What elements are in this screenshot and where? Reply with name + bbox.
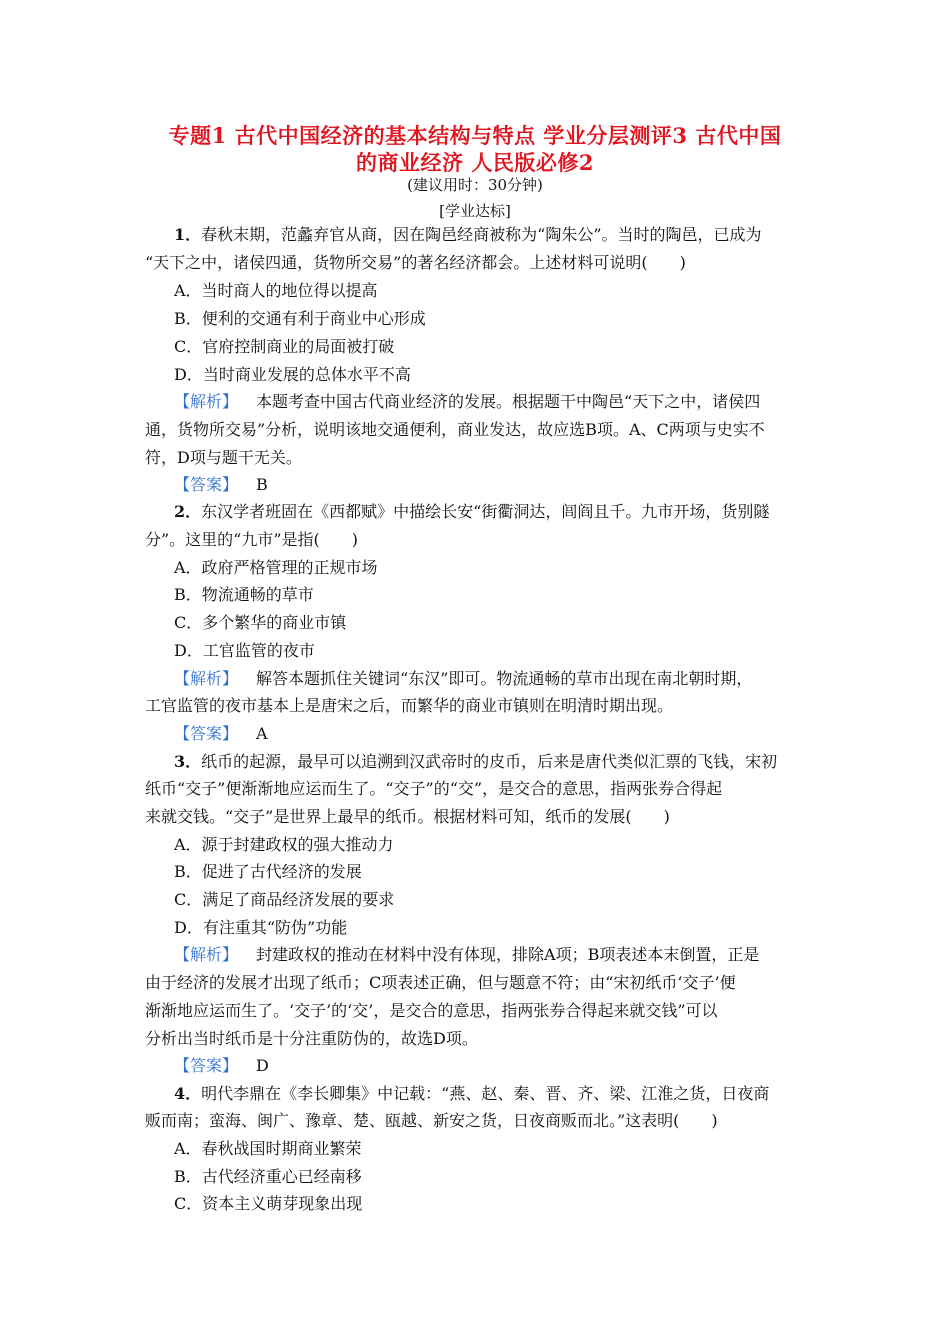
q1-option-b: B．便利的交通有利于商业中心形成	[174, 309, 426, 328]
q2-stem-line-2: 分”。这里的“九市”是指( )	[145, 530, 359, 549]
q1-stem-line-1: 1．春秋末期，范蠡弃官从商，因在陶邑经商被称为“陶朱公”。当时的陶邑，已成为	[174, 225, 762, 244]
section-heading: [学业达标]	[439, 202, 511, 220]
q2-option-c: C．多个繁华的商业市镇	[174, 613, 347, 632]
q3-analysis-line-4: 分析出当时纸币是十分注重防伪的，故选D项。	[145, 1029, 478, 1048]
q4-option-a: A．春秋战国时期商业繁荣	[174, 1139, 362, 1158]
q3-option-a: A．源于封建政权的强大推动力	[174, 835, 394, 854]
q4-stem-line-1: 4．明代李鼎在《李长卿集》中记载：“燕、赵、秦、晋、齐、梁、江淮之货，日夜商	[174, 1084, 770, 1103]
q4-stem-line-2: 贩而南；蛮海、闽广、豫章、楚、瓯越、新安之货，日夜商贩而北。”这表明( )	[145, 1111, 718, 1130]
q3-option-d: D．有注重其“防伪”功能	[174, 918, 348, 937]
q1-number: 1．	[174, 225, 202, 244]
q3-analysis-line-2: 由于经济的发展才出现了纸币；C项表述正确，但与题意不符；由“宋初纸币‘交子’便	[145, 973, 736, 992]
q1-analysis-line-3: 符，D项与题干无关。	[145, 448, 302, 467]
q3-analysis-line-3: 渐渐地应运而生了。‘交子’的‘交’，是交合的意思，指两张券合得起来就交钱”可以	[145, 1001, 718, 1020]
q1-analysis-line-2: 通，货物所交易”分析，说明该地交通便利，商业发达，故应选B项。A、C两项与史实不	[145, 420, 765, 439]
title-line-2: 的商业经济 人民版必修2	[356, 150, 594, 175]
q1-analysis-tag: 【解析】	[174, 392, 239, 411]
q2-stem-line-1: 2．东汉学者班固在《西都赋》中描绘长安“街衢洞达，闾阎且千。九市开场，货别隧	[174, 502, 770, 521]
q2-analysis-tag: 【解析】	[174, 669, 239, 688]
q2-analysis-line-2: 工官监管的夜市基本上是唐宋之后，而繁华的商业市镇则在明清时期出现。	[145, 696, 674, 715]
q2-answer: 【答案】 A	[174, 724, 268, 743]
title-line-1: 专题1 古代中国经济的基本结构与特点 学业分层测评3 古代中国	[168, 123, 782, 148]
q2-answer-tag: 【答案】	[174, 724, 239, 743]
q1-answer: 【答案】 B	[174, 475, 268, 494]
q3-answer: 【答案】 D	[174, 1056, 269, 1075]
q1-analysis-line-1: 【解析】 本题考查中国古代商业经济的发展。根据题干中陶邑“天下之中，诸侯四	[174, 392, 761, 411]
q1-option-d: D．当时商业发展的总体水平不高	[174, 365, 411, 384]
time-note: (建议用时：30分钟)	[407, 176, 543, 194]
q3-option-c: C．满足了商品经济发展的要求	[174, 890, 395, 909]
q3-stem-line-1: 3．纸币的起源，最早可以追溯到汉武帝时的皮币，后来是唐代类似汇票的飞钱，宋初	[174, 752, 778, 771]
q3-analysis-tag: 【解析】	[174, 945, 239, 964]
q2-option-b: B．物流通畅的草市	[174, 585, 314, 604]
q3-stem-line-2: 纸币“交子”便渐渐地应运而生了。“交子”的“交”，是交合的意思，指两张券合得起	[145, 779, 723, 798]
q4-option-c: C．资本主义萌芽现象出现	[174, 1194, 363, 1213]
q2-option-d: D．工官监管的夜市	[174, 641, 315, 660]
q2-number: 2．	[174, 502, 202, 521]
q4-option-b: B．古代经济重心已经南移	[174, 1167, 362, 1186]
q1-answer-tag: 【答案】	[174, 475, 239, 494]
q3-answer-tag: 【答案】	[174, 1056, 239, 1075]
q3-option-b: B．促进了古代经济的发展	[174, 862, 362, 881]
q3-stem-line-3: 来就交钱。“交子”是世界上最早的纸币。根据材料可知，纸币的发展( )	[145, 807, 670, 826]
q3-analysis-line-1: 【解析】 封建政权的推动在材料中没有体现，排除A项；B项表述本末倒置，正是	[174, 945, 760, 964]
q1-stem-line-2: “天下之中，诸侯四通，货物所交易”的著名经济都会。上述材料可说明( )	[145, 253, 686, 272]
q1-option-a: A．当时商人的地位得以提高	[174, 281, 378, 300]
q4-number: 4．	[174, 1084, 202, 1103]
document-title	[140, 122, 810, 176]
q2-option-a: A．政府严格管理的正规市场	[174, 558, 378, 577]
q3-number: 3．	[174, 752, 202, 771]
q2-analysis-line-1: 【解析】 解答本题抓住关键词“东汉”即可。物流通畅的草市出现在南北朝时期，	[174, 669, 753, 688]
q1-option-c: C．官府控制商业的局面被打破	[174, 337, 395, 356]
